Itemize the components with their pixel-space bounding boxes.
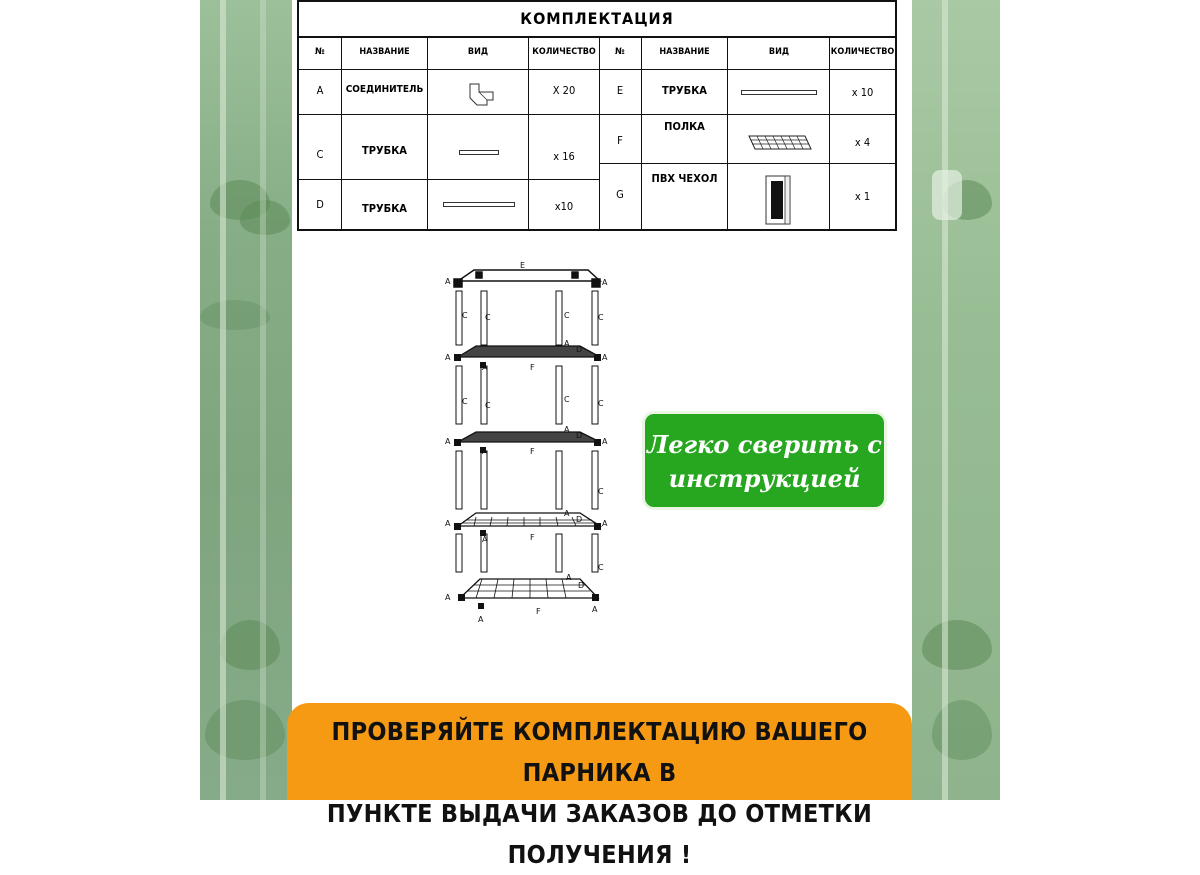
header-name: НАЗВАНИЕ bbox=[359, 47, 410, 57]
row-d-code: D bbox=[316, 198, 324, 211]
label-f: F bbox=[530, 447, 535, 456]
label-e: E bbox=[520, 261, 526, 270]
row-c-name: ТРУБКА bbox=[362, 144, 407, 157]
label-a: A bbox=[592, 605, 598, 614]
header-qty-right: КОЛИЧЕСТВО bbox=[830, 47, 895, 57]
row-d-name: ТРУБКА bbox=[362, 202, 407, 215]
row-f-qty: x 4 bbox=[854, 136, 871, 149]
label-a: A bbox=[445, 437, 451, 446]
background-greenery-left bbox=[200, 0, 292, 800]
row-a-name: СОЕДИНИТЕЛЬ bbox=[345, 84, 424, 95]
label-d-top: D bbox=[572, 271, 579, 280]
label-c: C bbox=[485, 313, 491, 322]
label-a: A bbox=[602, 353, 608, 362]
header-view: ВИД bbox=[467, 47, 489, 57]
row-e-code: E bbox=[616, 84, 624, 97]
connector-icon bbox=[467, 80, 497, 108]
header-view-right: ВИД bbox=[768, 47, 790, 57]
label-a: A bbox=[482, 535, 488, 544]
header-num-right: № bbox=[615, 47, 625, 57]
label-a: A bbox=[564, 509, 570, 518]
table-title: КОМПЛЕКТАЦИЯ bbox=[299, 2, 895, 38]
label-a: A bbox=[478, 615, 484, 624]
warning-banner bbox=[287, 703, 912, 869]
label-c: C bbox=[598, 487, 604, 496]
label-c: C bbox=[598, 399, 604, 408]
label-d: D bbox=[576, 515, 583, 524]
row-f-name: ПОЛКА bbox=[664, 120, 705, 133]
label-c: C bbox=[598, 313, 604, 322]
label-a-top: A bbox=[445, 277, 451, 286]
long-pipe-icon bbox=[443, 202, 515, 207]
label-a: A bbox=[445, 519, 451, 528]
label-c: C bbox=[598, 563, 604, 572]
header-name-right: НАЗВАНИЕ bbox=[659, 47, 710, 57]
row-c-code: C bbox=[316, 148, 324, 161]
row-g-name: ПВХ ЧЕХОЛ bbox=[651, 172, 718, 185]
label-d: D bbox=[576, 431, 583, 440]
row-c-qty: x 16 bbox=[553, 150, 575, 163]
row-d-qty: x10 bbox=[554, 200, 574, 213]
row-a-qty: X 20 bbox=[552, 84, 576, 97]
label-a: A bbox=[482, 363, 488, 372]
shelf-grid-icon bbox=[745, 134, 815, 152]
short-pipe-icon bbox=[459, 150, 499, 155]
label-a: A bbox=[602, 519, 608, 528]
pipe-icon bbox=[741, 90, 817, 95]
row-e-name: ТРУБКА bbox=[662, 84, 707, 97]
label-d: D bbox=[578, 581, 585, 590]
row-g-qty: x 1 bbox=[854, 190, 871, 203]
label-a: A bbox=[482, 447, 488, 456]
row-a-code: A bbox=[316, 84, 324, 97]
assembly-diagram bbox=[440, 258, 620, 628]
row-f-code: F bbox=[617, 134, 623, 147]
label-f: F bbox=[530, 363, 535, 372]
easy-check-badge bbox=[642, 411, 887, 510]
header-qty: КОЛИЧЕСТВО bbox=[532, 47, 596, 57]
badge-line-1: Легко сверить с bbox=[647, 430, 882, 459]
label-d: D bbox=[576, 345, 583, 354]
row-e-qty: x 10 bbox=[851, 86, 874, 99]
label-c: C bbox=[564, 311, 570, 320]
banner-line-1: ПРОВЕРЯЙТЕ КОМПЛЕКТАЦИЮ ВАШЕГО ПАРНИКА В bbox=[331, 717, 868, 787]
label-c: C bbox=[462, 311, 468, 320]
label-a: A bbox=[566, 573, 572, 582]
label-a: A bbox=[445, 353, 451, 362]
label-f: F bbox=[530, 533, 535, 542]
label-c: C bbox=[462, 397, 468, 406]
label-a-top-right: A bbox=[602, 278, 608, 287]
row-g-code: G bbox=[616, 188, 624, 201]
label-a: A bbox=[602, 437, 608, 446]
label-a: A bbox=[564, 339, 570, 348]
badge-text bbox=[645, 428, 884, 496]
badge-line-2: инструкцией bbox=[668, 464, 861, 493]
banner-line-2: ПУНКТЕ ВЫДАЧИ ЗАКАЗОВ ДО ОТМЕТКИ ПОЛУЧЕНИЯ ! bbox=[326, 799, 873, 869]
label-a: A bbox=[564, 425, 570, 434]
header-num: № bbox=[315, 47, 325, 57]
label-a: A bbox=[445, 593, 451, 602]
banner-text bbox=[287, 711, 912, 875]
pvc-cover-icon bbox=[763, 174, 793, 226]
background-greenery-right bbox=[912, 0, 1000, 800]
components-table bbox=[297, 0, 897, 231]
label-f: F bbox=[536, 607, 541, 616]
label-c: C bbox=[485, 401, 491, 410]
label-c: C bbox=[564, 395, 570, 404]
